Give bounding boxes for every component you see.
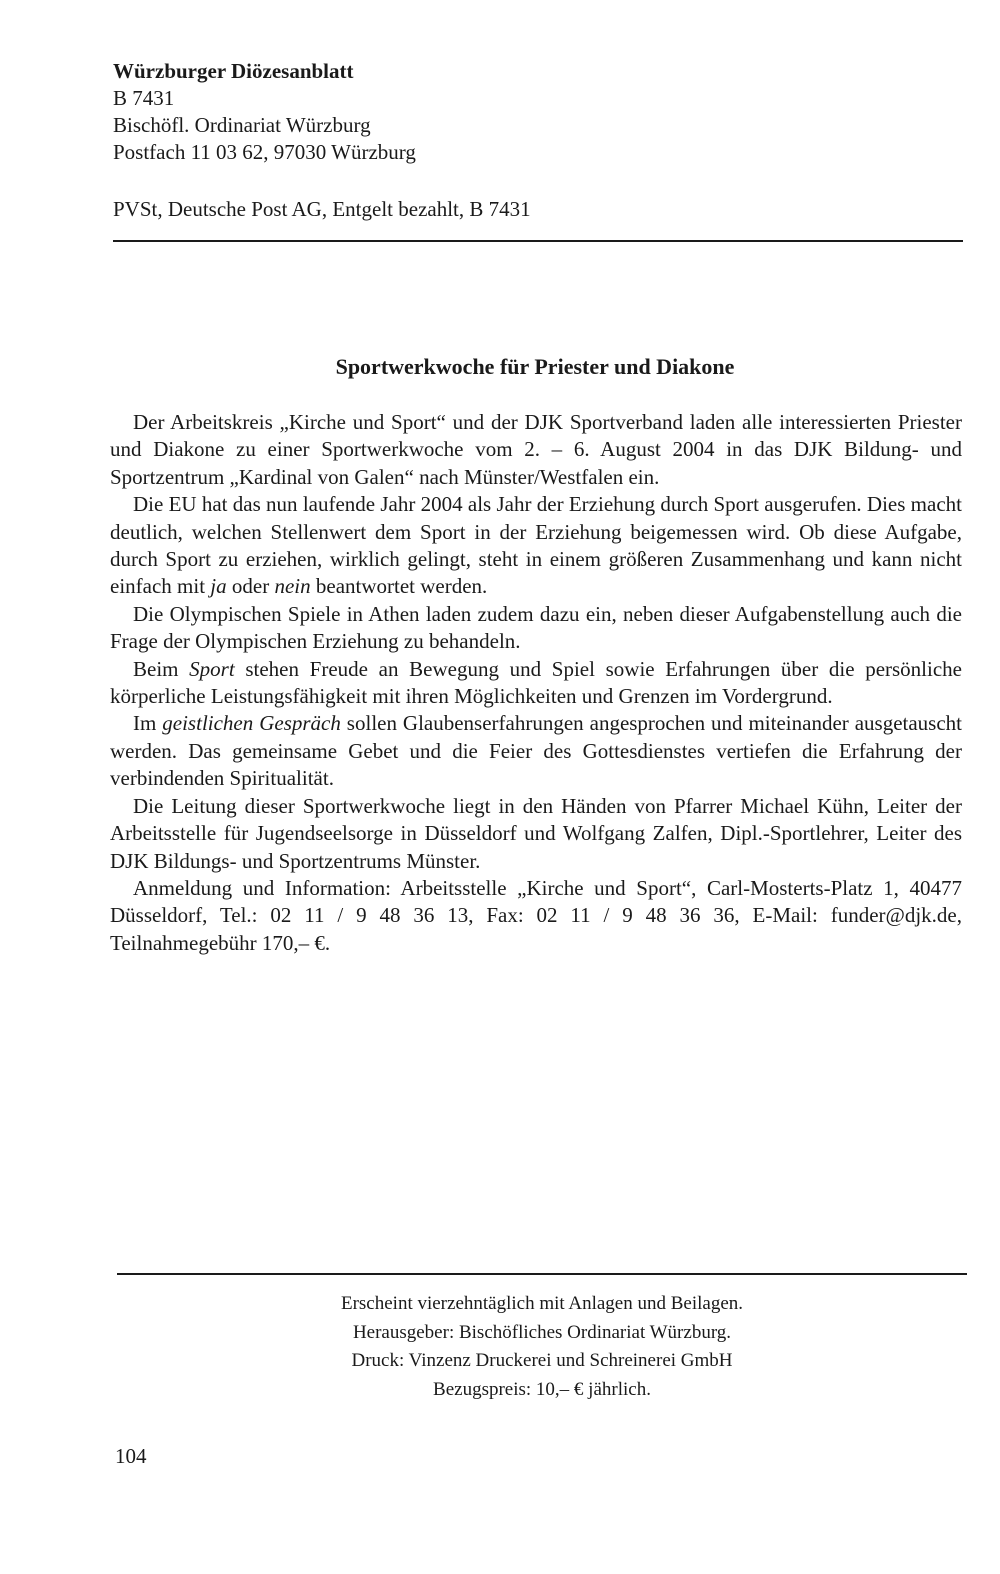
postal-code: B 7431 — [113, 86, 175, 110]
imprint-printer: Druck: Vinzenz Druckerei und Schreinerei GmbH — [351, 1350, 733, 1371]
emphasis-sport: Sport — [189, 656, 235, 681]
emphasis-geistliches-gespraech: geistlichen Gespräch — [162, 711, 341, 736]
paragraph-leadership: Die Leitung dieser Sportwerkwoche liegt in den Händen von Pfarrer Michael Kühn, Leiter der Arbeitsstelle für Jugendseelsorge in Düsseldorf und Wolfgang Zalfen, Dipl.-Sportlehrer, Leiter des DJK Bildungs- und Sportzentrums Münster. — [110, 793, 962, 873]
paragraph-text: oder — [226, 574, 275, 599]
article-body — [110, 409, 962, 957]
paragraph-olympics: Die Olympischen Spiele in Athen laden zudem dazu ein, neben dieser Aufgabenstellung auch die Frage der Olympischen Erziehung zu behandeln. — [110, 601, 962, 654]
masthead — [113, 58, 873, 223]
publisher-line: Bischöfl. Ordinariat Würzburg — [113, 113, 371, 137]
paragraph-spiritual — [110, 710, 962, 792]
emphasis-ja: ja — [210, 574, 227, 599]
imprint-publisher: Herausgeber: Bischöfliches Ordinariat Würzburg. — [352, 1321, 732, 1343]
imprint-frequency: Erscheint vierzehntäglich mit Anlagen und Beilagen. — [340, 1293, 744, 1314]
emphasis-nein: nein — [274, 574, 311, 599]
paragraph-text: stehen Freude an Bewegung und Spiel sowie Erfahrungen über die persönliche körperliche Leistungsfähigkeit mit ihren Möglichkeiten und Grenzen im Vordergrund. — [110, 656, 962, 709]
footer-divider — [117, 1273, 967, 1275]
postage-line: PVSt, Deutsche Post AG, Entgelt bezahlt, B 7431 — [113, 197, 531, 221]
publication-title: Würzburger Diözesanblatt — [113, 59, 354, 83]
page-number: 104 — [115, 1444, 147, 1468]
imprint-price: Bezugspreis: 10,– € jährlich. — [433, 1378, 651, 1400]
paragraph-eu-year — [110, 491, 962, 601]
article-title: Sportwerkwoche für Priester und Diakone — [335, 354, 735, 379]
paragraph-intro: Der Arbeitskreis „Kirche und Sport“ und der DJK Sportverband laden alle interessierten Priester und Diakone zu einer Sportwerkwoche vom 2. – 6. August 2004 in das DJK Bildung- und Sportzentrum „Kardinal von Galen“ nach Münster/Westfalen ein. — [110, 410, 962, 489]
address-line: Postfach 11 03 62, 97030 Würzburg — [113, 140, 416, 164]
paragraph-text: beantwortet werden. — [310, 574, 488, 599]
imprint — [117, 1290, 967, 1404]
paragraph-text: Die EU hat das nun laufende Jahr 2004 als Jahr der Erziehung durch Sport ausgerufen. Dies macht deutlich, welchen Stellenwert dem Sport in der Erziehung beigemessen wird. Ob diese Aufgabe, durch Sport zu erziehen, wirklich gelingt, steht in einem größeren Zusammenhang und kann nicht einfach mit — [110, 492, 962, 599]
paragraph-text: Beim — [133, 656, 190, 681]
paragraph-text: sollen Glaubenserfahrungen angesprochen und miteinander ausgetauscht werden. Das gemeinsame Gebet und die Feier des Gottesdienstes vertiefen die Erfahrung der verbindenden Spiritualität. — [110, 711, 962, 791]
header-divider — [113, 240, 963, 242]
paragraph-registration: Anmeldung und Information: Arbeitsstelle „Kirche und Sport“, Carl-Mosterts-Platz 1, 40477 Düsseldorf, Tel.: 02 11 / 9 48 36 13, Fax: 02 11 / 9 48 36 36, E-Mail: funder@djk.de, Teilnahmegebühr 170,– €. — [110, 875, 962, 955]
paragraph-text: Im — [133, 711, 163, 736]
paragraph-sport — [110, 656, 962, 711]
